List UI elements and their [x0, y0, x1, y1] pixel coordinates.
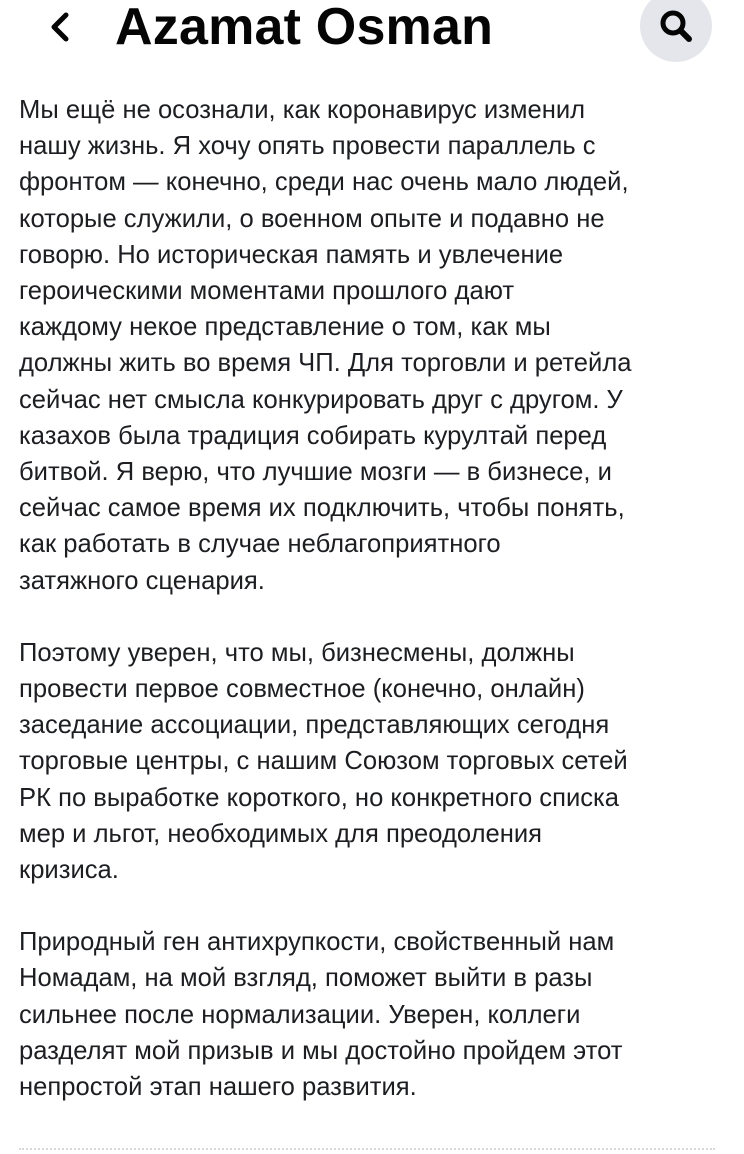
text-line: непростой этап нашего развития.	[19, 1073, 417, 1102]
text-line: как работать в случае неблагоприятного	[19, 530, 501, 559]
divider	[19, 1148, 715, 1150]
text-line: каждому некое представление о том, как мы	[19, 313, 551, 342]
post-paragraph	[19, 92, 731, 599]
top-bar	[0, 0, 744, 62]
back-button[interactable]	[38, 4, 82, 50]
text-line: торговые центры, с нашим Союзом торговых сетей	[19, 747, 628, 776]
search-icon	[656, 6, 696, 46]
post-text	[19, 92, 731, 1141]
text-line: Мы ещё не осознали, как коронавирус изменил	[19, 96, 586, 124]
text-line: провести первое совместное (конечно, онлайн)	[19, 675, 585, 704]
text-line: героическими моментами прошлого дают	[19, 277, 515, 306]
text-line: которые служили, о военном опыте и подавно не	[19, 204, 605, 233]
text-line: Природный ген антихрупкости, свойственный нам	[19, 928, 615, 957]
post-paragraph	[19, 635, 731, 888]
text-line: разделят мой призыв и мы достойно пройдем этот	[19, 1036, 623, 1065]
page-title: Azamat Osman	[115, 0, 494, 56]
text-line: должны жить во время ЧП. Для торговли и ретейла	[19, 349, 632, 378]
text-line: казахов была традиция собирать курултай перед	[19, 421, 607, 450]
text-line: говорю. Но историческая память и увлечение	[19, 240, 564, 269]
text-line: заседание ассоциации, представляющих сегодня	[19, 711, 610, 740]
text-line: сейчас нет смысла конкурировать друг с другом. У	[19, 385, 623, 414]
text-line: мер и льгот, необходимых для преодоления	[19, 819, 543, 848]
text-line: фронтом — конечно, среди нас очень мало людей,	[19, 168, 629, 197]
text-line: сейчас самое время их подключить, чтобы понять,	[19, 494, 625, 523]
text-line: затяжного сценария.	[19, 566, 265, 595]
text-line: кризиса.	[19, 856, 119, 885]
text-line: Поэтому уверен, что мы, бизнесмены, должны	[19, 638, 575, 667]
text-line: сильнее после нормализации. Уверен, коллеги	[19, 1000, 581, 1029]
chevron-left-icon	[47, 7, 73, 47]
text-line: Номадам, на мой взгляд, поможет выйти в разы	[19, 964, 593, 993]
text-line: битвой. Я верю, что лучшие мозги — в бизнесе, и	[19, 458, 612, 487]
search-button[interactable]	[640, 0, 712, 62]
post-paragraph	[19, 924, 731, 1105]
text-line: нашу жизнь. Я хочу опять провести параллель с	[19, 132, 596, 161]
text-line: РК по выработке короткого, но конкретного списка	[19, 783, 620, 812]
